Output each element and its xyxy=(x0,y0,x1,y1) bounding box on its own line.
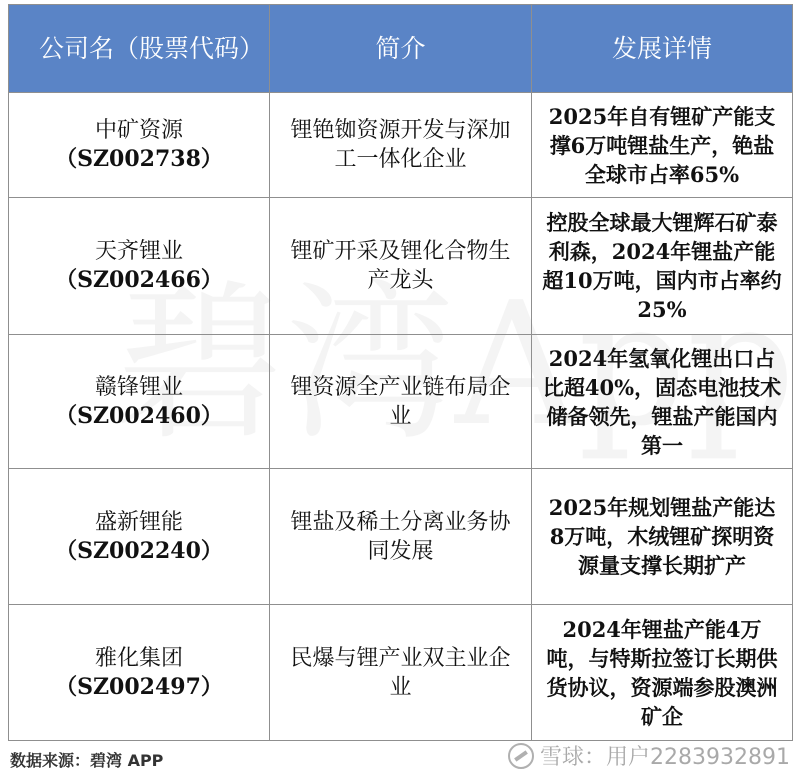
intro-cell: 锂盐及稀土分离业务协同发展 xyxy=(270,469,532,605)
detail-cell: 2024年氢氧化锂出口占比超40%，固态电池技术储备领先，锂盐产能国内第一 xyxy=(532,335,793,469)
company-name: 雅化集团 xyxy=(94,645,183,671)
snowball-logo-icon xyxy=(508,743,534,769)
data-source: 数据来源：碧湾 APP xyxy=(10,751,164,770)
table-row xyxy=(9,605,793,741)
stock-code: （SZ002460） xyxy=(55,402,223,429)
header-company-name: 公司名（股票代码） xyxy=(9,5,270,93)
footer xyxy=(0,740,800,777)
table-row xyxy=(9,93,793,198)
platform-watermark xyxy=(508,740,790,771)
intro-cell: 锂矿开采及锂化合物生产龙头 xyxy=(270,198,532,335)
stock-code: （SZ002497） xyxy=(55,673,223,700)
header-detail: 发展详情 xyxy=(532,5,793,93)
company-cell xyxy=(9,469,270,605)
detail-cell: 2024年锂盐产能4万吨，与特斯拉签订长期供货协议，资源端参股澳洲矿企 xyxy=(532,605,793,741)
company-name: 中矿资源 xyxy=(94,118,183,143)
company-table xyxy=(8,4,793,741)
table-row xyxy=(9,469,793,605)
header-intro: 简介 xyxy=(270,5,532,93)
company-cell xyxy=(9,93,270,198)
stock-code: （SZ002466） xyxy=(55,267,223,293)
company-name: 盛新锂能 xyxy=(94,509,183,535)
stock-code: （SZ002240） xyxy=(55,537,223,564)
intro-cell: 民爆与锂产业双主业企业 xyxy=(270,605,532,741)
table-row xyxy=(9,335,793,469)
table-container xyxy=(8,4,792,741)
company-cell xyxy=(9,605,270,741)
company-cell xyxy=(9,335,270,469)
intro-cell: 锂铯铷资源开发与深加工一体化企业 xyxy=(270,93,532,198)
company-cell xyxy=(9,198,270,335)
company-name: 天齐锂业 xyxy=(94,239,183,264)
table-header-row xyxy=(9,5,793,93)
platform-watermark-text: 雪球：用户2283932891 xyxy=(540,745,790,770)
detail-cell: 控股全球最大锂辉石矿泰利森，2024年锂盐产能超10万吨，国内市占率约25% xyxy=(532,198,793,335)
stock-code: （SZ002738） xyxy=(55,146,223,172)
table-row xyxy=(9,198,793,335)
detail-cell: 2025年自有锂矿产能支撑6万吨锂盐生产，铯盐全球市占率65% xyxy=(532,93,793,198)
intro-cell: 锂资源全产业链布局企业 xyxy=(270,335,532,469)
detail-cell: 2025年规划锂盐产能达8万吨，木绒锂矿探明资源量支撑长期扩产 xyxy=(532,469,793,605)
company-name: 赣锋锂业 xyxy=(94,374,183,400)
